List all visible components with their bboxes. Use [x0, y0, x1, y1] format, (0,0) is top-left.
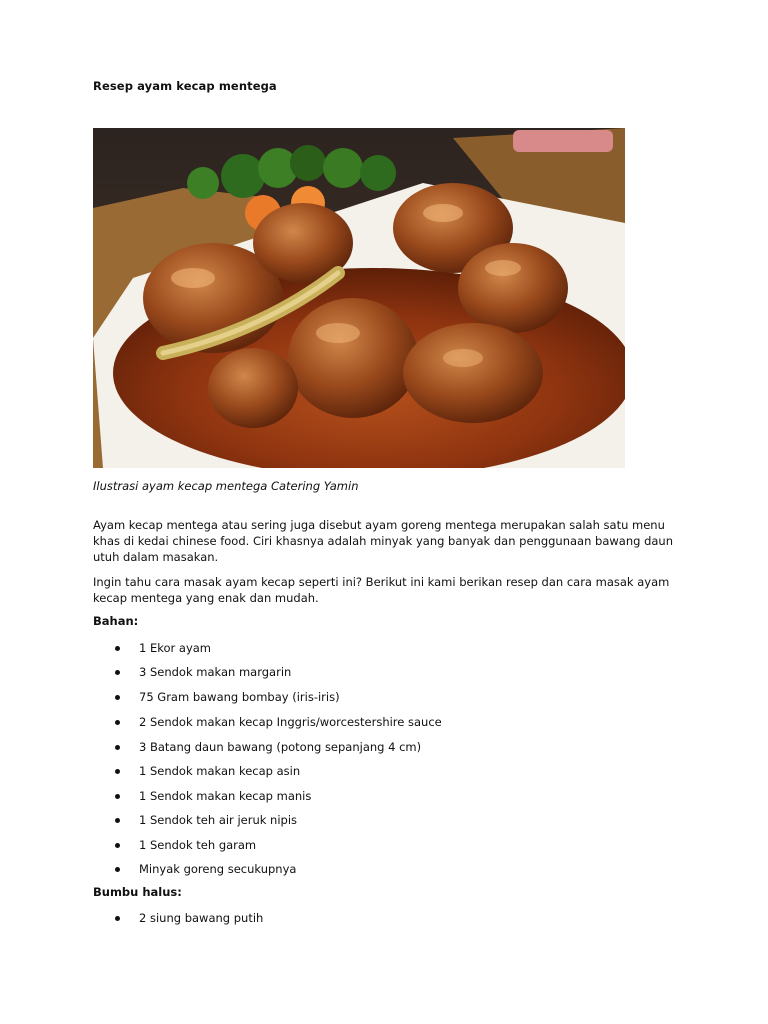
- bumbu-heading: Bumbu halus:: [93, 885, 182, 899]
- intro-paragraph: Ayam kecap mentega atau sering juga disebut ayam goreng mentega merupakan salah satu menu khas di kedai chinese food. Ciri khasnya adalah minyak yang banyak dan penggunaan bawang daun utuh dalam masakan.: [93, 518, 673, 564]
- list-item-text: 1 Sendok makan kecap manis: [139, 789, 312, 803]
- image-caption: Ilustrasi ayam kecap mentega Catering Yamin: [93, 479, 359, 493]
- bahan-heading: Bahan:: [93, 614, 139, 628]
- list-item-text: 1 Sendok teh garam: [139, 838, 257, 852]
- bullet-icon: [115, 720, 120, 725]
- list-item-text: 1 Sendok teh air jeruk nipis: [139, 813, 298, 827]
- bullet-icon: [115, 695, 120, 700]
- list-item-text: 2 siung bawang putih: [139, 911, 264, 925]
- bullet-icon: [115, 769, 120, 774]
- bullet-icon: [115, 916, 120, 921]
- document-title: Resep ayam kecap mentega: [93, 79, 277, 93]
- list-item-text: Minyak goreng secukupnya: [139, 862, 297, 876]
- list-item-text: 75 Gram bawang bombay (iris-iris): [139, 690, 340, 704]
- howto-paragraph: Ingin tahu cara masak ayam kecap seperti ini? Berikut ini kami berikan resep dan cara masak ayam kecap mentega yang enak dan mudah.: [93, 575, 670, 605]
- dish-photo: [93, 128, 625, 468]
- bullet-icon: [115, 818, 120, 823]
- list-item-text: 1 Ekor ayam: [139, 641, 212, 655]
- list-item-text: 3 Sendok makan margarin: [139, 665, 292, 679]
- bullet-icon: [115, 745, 120, 750]
- bullet-icon: [115, 843, 120, 848]
- bullet-icon: [115, 670, 120, 675]
- list-item-text: 1 Sendok makan kecap asin: [139, 764, 301, 778]
- dish-photo-illustration: [93, 128, 625, 468]
- list-item-text: 3 Batang daun bawang (potong sepanjang 4 cm): [139, 740, 422, 754]
- list-item-text: 2 Sendok makan kecap Inggris/worcestershire sauce: [139, 715, 442, 729]
- bullet-icon: [115, 867, 120, 872]
- bullet-icon: [115, 646, 120, 651]
- bullet-icon: [115, 794, 120, 799]
